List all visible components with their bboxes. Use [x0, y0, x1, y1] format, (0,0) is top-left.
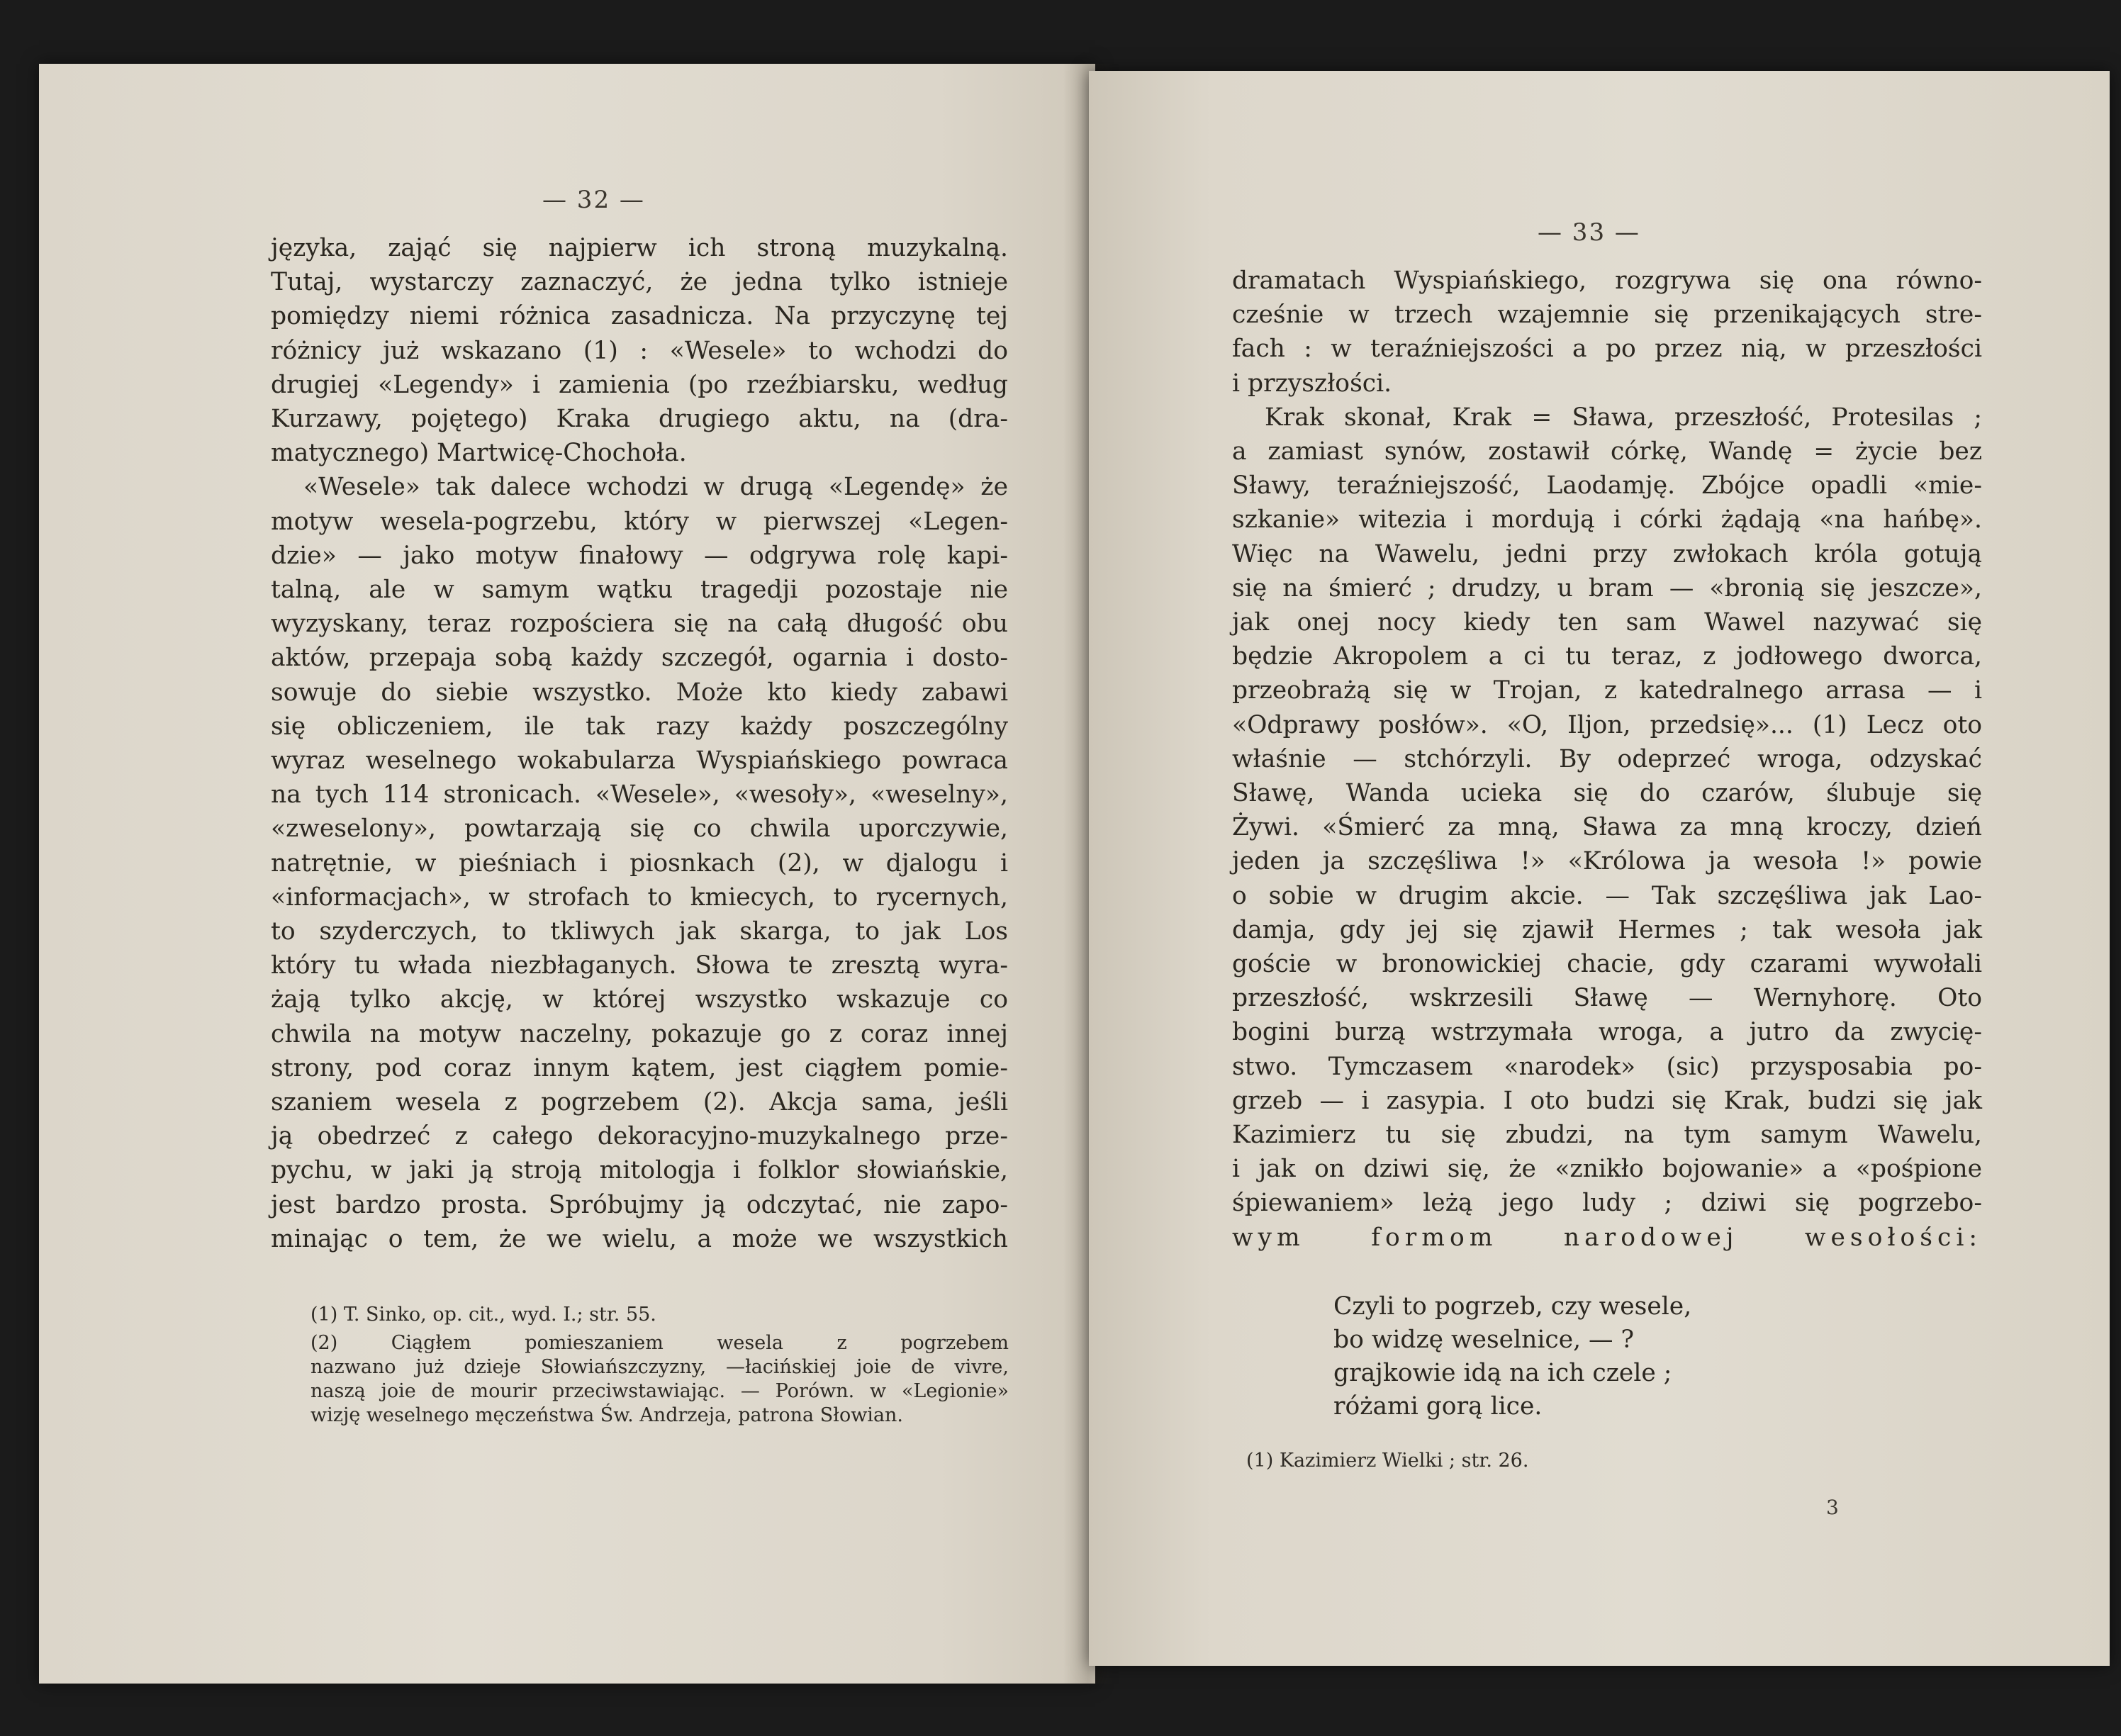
text-line: motyw wesela-pogrzebu, który w pierwszej «Legen- — [271, 507, 1008, 536]
text-line: przeobrażą się w Trojan, z katedralnego arrasa — i — [1232, 676, 1982, 705]
poem-line: grajkowie idą na ich czele ; — [1333, 1359, 1672, 1387]
text-line: języka, zająć się najpierw ich stroną muzykalną. — [271, 234, 1008, 262]
footnote: naszą joie de mourir przeciwstawiając. — Porówn. w «Legionie» — [310, 1380, 1009, 1402]
text-line: Żywi. «Śmierć za mną, Sława za mną kroczy, dzień — [1232, 813, 1982, 842]
text-line: wyzyskany, teraz rozpościera się na całą długość obu — [271, 610, 1008, 639]
text-line: i przyszłości. — [1232, 369, 1392, 398]
text-line: to szyderczych, to tkliwych jak skarga, to jak Los — [271, 917, 1008, 946]
printer-signature-mark: 3 — [1826, 1496, 1839, 1519]
page-number: — 33 — — [1538, 218, 1640, 247]
text-line: Więc na Wawelu, jedni przy zwłokach króla gotują — [1232, 539, 1982, 569]
text-line: «informacjach», w strofach to kmiecych, to rycernych, — [271, 883, 1008, 912]
text-line: fach : w teraźniejszości a po przez nią, w przeszłości — [1232, 335, 1982, 364]
text-line: wyraz weselnego wokabularza Wyspiańskiego powraca — [271, 746, 1008, 775]
text-line: matycznego) Martwicę-Chochoła. — [271, 439, 687, 468]
text-line: na tych 114 stronicach. «Wesele», «wesoły», «weselny», — [271, 780, 1008, 810]
right-body-text — [1232, 264, 1982, 1255]
text-line: jeden ja szczęśliwa !» «Królowa ja wesoła !» powie — [1232, 847, 1982, 876]
text-line: natrętnie, w pieśniach i piosnkach (2), w djalogu i — [271, 849, 1008, 878]
text-line: się na śmierć ; drudzy, u bram — «bronią się jeszcze», — [1232, 573, 1982, 603]
text-line: różnicy już wskazano (1) : «Wesele» to wchodzi do — [271, 336, 1008, 365]
footnote: wizję weselnego męczeństwa Św. Andrzeja, patrona Słowian. — [310, 1404, 904, 1426]
poem-line: różami gorą lice. — [1333, 1392, 1543, 1421]
text-line: sowuje do siebie wszystko. Może kto kiedy zabawi — [271, 678, 1008, 707]
text-line: jest bardzo prosta. Spróbujmy ją odczytać, nie zapo- — [271, 1190, 1008, 1219]
text-line: ją obedrzeć z całego dekoracyjno-muzykalnego prze- — [271, 1122, 1008, 1151]
text-line: będzie Akropolem a ci tu teraz, z jodłowego dworca, — [1232, 642, 1982, 671]
text-line: «Odprawy posłów». «O, Iljon, przedsię»... (1) Lecz oto — [1232, 710, 1982, 739]
text-line: goście w bronowickiej chacie, gdy czarami wywołali — [1232, 950, 1982, 979]
text-line: szaniem wesela z pogrzebem (2). Akcja sama, jeśli — [271, 1088, 1008, 1117]
poem-line: bo widzę weselnice, — ? — [1333, 1326, 1635, 1354]
text-line: o sobie w drugim akcie. — Tak szczęśliwa jak Lao- — [1232, 881, 1982, 910]
text-line: przeszłość, wskrzesili Sławę — Wernyhorę. Oto — [1232, 984, 1982, 1013]
text-line: szkanie» witezia i mordują i córki żądają «na hańbę». — [1232, 505, 1982, 534]
footnote: (1) T. Sinko, op. cit., wyd. I.; str. 55. — [310, 1304, 656, 1326]
text-line: Krak skonał, Krak = Sława, przeszłość, Protesilas ; — [1265, 403, 1982, 432]
text-line: a zamiast synów, zostawił córkę, Wandę = życie bez — [1232, 437, 1982, 466]
left-footnotes — [310, 1303, 1009, 1428]
text-line: pychu, w jaki ją stroją mitologja i folklor słowiańskie, — [271, 1156, 1008, 1185]
text-line: Sławy, teraźniejszość, Laodamję. Zbójce opadli «mie- — [1232, 471, 1982, 500]
text-line: który tu włada niezbłaganych. Słowa te zresztą wyra- — [271, 951, 1008, 980]
text-line: chwila na motyw naczelny, pokazuje go z coraz innej — [271, 1019, 1008, 1048]
text-line: pomiędzy niemi różnica zasadnicza. Na przyczynę tej — [271, 302, 1008, 331]
text-line: właśnie — stchórzyli. By odeprzeć wroga, odzyskać — [1232, 744, 1982, 773]
text-line: Tutaj, wystarczy zaznaczyć, że jedna tylko istnieje — [271, 268, 1008, 297]
text-line: strony, pod coraz innym kątem, jest ciągłem pomie- — [271, 1053, 1008, 1082]
text-line: wym formom narodowej wesołości: — [1232, 1223, 1982, 1252]
text-line: bogini burzą wstrzymała wroga, a jutro da zwycię- — [1232, 1018, 1982, 1047]
text-line: żają tylko akcję, w której wszystko wskazuje co — [271, 985, 1008, 1014]
poem-line: Czyli to pogrzeb, czy wesele, — [1333, 1292, 1692, 1321]
left-page — [39, 64, 1095, 1684]
text-line: «zweselony», powtarzają się co chwila uporczywie, — [271, 814, 1008, 844]
right-page — [1089, 71, 2110, 1666]
right-footnotes — [1246, 1449, 1742, 1473]
text-line: damja, gdy jej się zjawił Hermes ; tak wesoła jak — [1232, 915, 1982, 944]
footnote: nazwano już dzieje Słowiańszczyzny, —łacińskiej joie de vivre, — [310, 1356, 1009, 1378]
text-line: drugiej «Legendy» i zamienia (po rzeźbiarsku, według — [271, 370, 1008, 399]
text-line: Kurzawy, pojętego) Kraka drugiego aktu, na (dra- — [271, 405, 1008, 434]
text-line: Kazimierz tu się zbudzi, na tym samym Wawelu, — [1232, 1121, 1982, 1150]
text-line: śpiewaniem» leżą jego ludy ; dziwi się pogrzebo- — [1232, 1189, 1982, 1218]
left-body-text — [271, 231, 1008, 1256]
footnote: (1) Kazimierz Wielki ; str. 26. — [1246, 1450, 1529, 1472]
text-line: cześnie w trzech wzajemnie się przenikających stre- — [1232, 301, 1982, 330]
text-line: Sławę, Wanda ucieka się do czarów, ślubuje się — [1232, 779, 1982, 808]
text-line: się obliczeniem, ile tak razy każdy poszczególny — [271, 712, 1008, 741]
footnote: (2) Ciągłem pomieszaniem wesela z pogrzebem — [310, 1332, 1009, 1354]
text-line: talną, ale w samym wątku tragedji pozostaje nie — [271, 576, 1008, 605]
text-line: minając o tem, że we wielu, a może we wszystkich — [271, 1224, 1008, 1253]
text-line: dramatach Wyspiańskiego, rozgrywa się ona równo- — [1232, 267, 1982, 295]
text-line: i jak on dziwi się, że «znikło bojowanie» a «pośpione — [1232, 1155, 1982, 1184]
poem-stanza — [1333, 1290, 1830, 1423]
text-line: grzeb — i zasypia. I oto budzi się Krak, budzi się jak — [1232, 1086, 1982, 1115]
text-line: «Wesele» tak dalece wchodzi w drugą «Legendę» że — [303, 473, 1008, 502]
text-line: stwo. Tymczasem «narodek» (sic) przysposabia po- — [1232, 1052, 1982, 1081]
text-line: dzie» — jako motyw finałowy — odgrywa rolę kapi- — [271, 541, 1008, 570]
text-line: jak onej nocy kiedy ten sam Wawel nazywać się — [1232, 608, 1982, 637]
page-number: — 32 — — [542, 186, 645, 214]
text-line: aktów, przepaja sobą każdy szczegół, ogarnia i dosto- — [271, 644, 1008, 673]
